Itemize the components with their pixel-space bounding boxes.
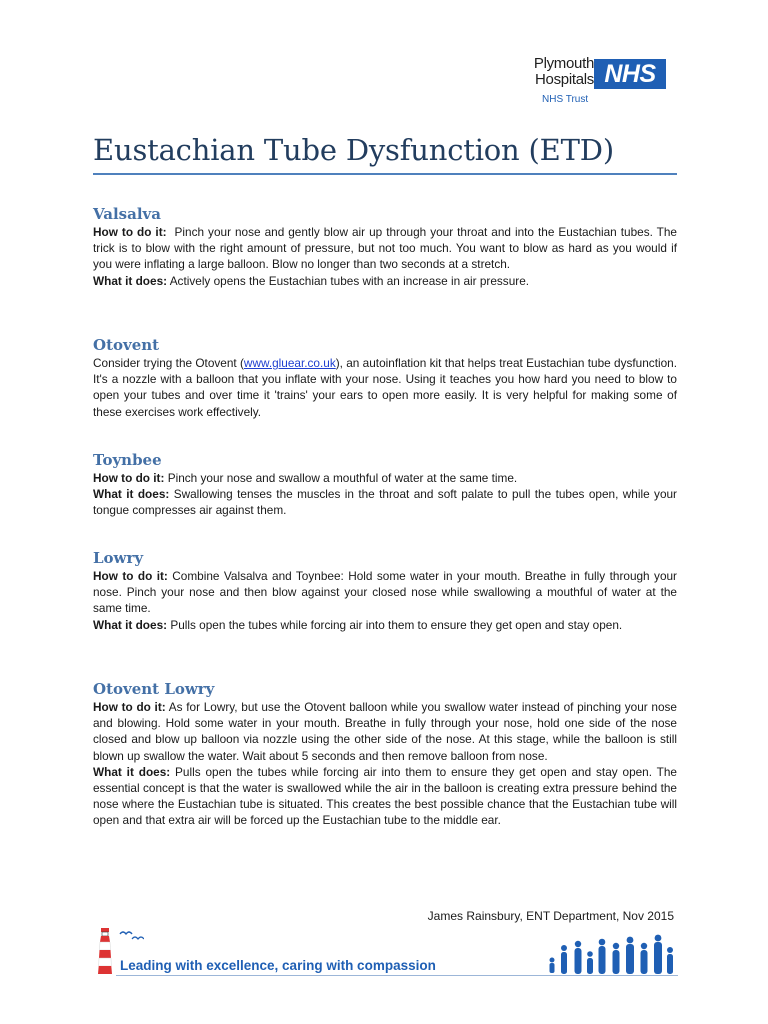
- section-heading: Otovent Lowry: [93, 680, 215, 698]
- what-it-does-label: What it does:: [93, 764, 171, 779]
- how-to-label: How to do it:: [93, 225, 167, 239]
- footer-tagline: Leading with excellence, caring with compassion: [120, 958, 436, 973]
- how-to-label: How to do it:: [93, 471, 165, 485]
- what-it-does-paragraph: [93, 617, 677, 633]
- section-lowry: [93, 548, 677, 633]
- nhs-trust-logo: [510, 56, 670, 108]
- what-it-does-paragraph: [93, 273, 677, 289]
- logo-trust-label: NHS Trust: [542, 94, 589, 105]
- section-valsalva: [93, 204, 681, 289]
- otovent-text-after: ), an autoinflation kit that helps treat Eustachian tube dysfunction. It's a nozzle with a balloon that you inflate with your nose. Using it teaches you how hard you need to blow to open your tubes and over time it 'trains' your ears to open more easily. It is very helpful for making some of these exercises work effectively.: [93, 356, 677, 419]
- what-it-does-paragraph: [93, 764, 677, 829]
- what-it-does-text: Pulls open the tubes while forcing air into them to ensure they get open and stay open. The essential concept is that the water is swallowed while the air in the balloon is creating extra pressure behind the nose where the Eustachian tube is situated. This creates the best possible chance that the Eustachian tube will open and that extra air will be forced up the Eustachian tube to the middle ear.: [93, 764, 677, 828]
- logo-org-name: [510, 56, 594, 88]
- what-it-does-label: What it does:: [93, 617, 168, 632]
- seagulls-icon: [118, 928, 144, 942]
- section-otovent: [93, 335, 677, 420]
- otovent-paragraph: [93, 355, 677, 420]
- title-divider: [93, 173, 677, 175]
- how-to-label: How to do it:: [93, 569, 168, 583]
- how-to-label: How to do it:: [93, 700, 166, 714]
- logo-org-line2: Hospitals: [535, 71, 594, 88]
- lighthouse-icon: [98, 928, 112, 976]
- author-signature: James Rainsbury, ENT Department, Nov 2015: [427, 909, 674, 923]
- what-it-does-label: What it does:: [93, 487, 170, 502]
- otovent-text-before: Consider trying the Otovent (: [93, 356, 244, 370]
- gluear-link[interactable]: www.gluear.co.uk: [243, 356, 336, 370]
- section-otovent-lowry: [93, 679, 677, 829]
- how-to-paragraph: [93, 470, 677, 486]
- section-heading: Otovent: [93, 336, 160, 354]
- how-to-text: As for Lowry, but use the Otovent balloon while you swallow water instead of pinching your nose and blowing. Hold some water in your mouth. Breathe in fully through your nose, hold one side of the nose closed and blow up balloon via nozzle using the other side of the nose. At this stage, while the balloon is still blown up swallow the water. Wait about 5 seconds and then remove balloon from nose.: [93, 700, 677, 763]
- how-to-text: Pinch your nose and gently blow air up through your throat and into the Eustachian tubes. The trick is to blow with the right amount of pressure, but not too much. You want to blow as hard as you would if you were inflating a large balloon. Blow no longer than two seconds at a stretch.: [93, 225, 681, 272]
- section-heading: Lowry: [93, 549, 144, 567]
- what-it-does-label: What it does:: [93, 273, 168, 288]
- footer-banner: [92, 926, 682, 978]
- nhs-logo-box: NHS: [594, 59, 666, 89]
- what-it-does-text: Pulls open the tubes while forcing air into them to ensure they get open and stay open.: [167, 617, 623, 632]
- what-it-does-paragraph: [93, 486, 677, 518]
- how-to-paragraph: [93, 224, 681, 273]
- how-to-text: Combine Valsalva and Toynbee: Hold some water in your mouth. Breathe in fully through your nose. Pinch your nose and then blow against your closed nose while swallowing a mouthful of water at the same time.: [93, 569, 677, 616]
- how-to-paragraph: [93, 699, 677, 764]
- how-to-paragraph: [93, 568, 677, 617]
- section-heading: Toynbee: [93, 451, 162, 469]
- people-silhouettes-icon: [546, 930, 674, 976]
- footer-divider: [116, 975, 678, 976]
- what-it-does-text: Swallowing tenses the muscles in the throat and soft palate to pull the tubes open, while your tongue compresses air against them.: [93, 487, 677, 518]
- section-toynbee: [93, 450, 677, 519]
- page-title: Eustachian Tube Dysfunction (ETD): [93, 133, 614, 167]
- section-heading: Valsalva: [93, 205, 161, 223]
- logo-org-line1: Plymouth: [533, 55, 594, 72]
- what-it-does-text: Actively opens the Eustachian tubes with an increase in air pressure.: [167, 273, 530, 288]
- how-to-text: Pinch your nose and swallow a mouthful of water at the same time.: [164, 471, 518, 485]
